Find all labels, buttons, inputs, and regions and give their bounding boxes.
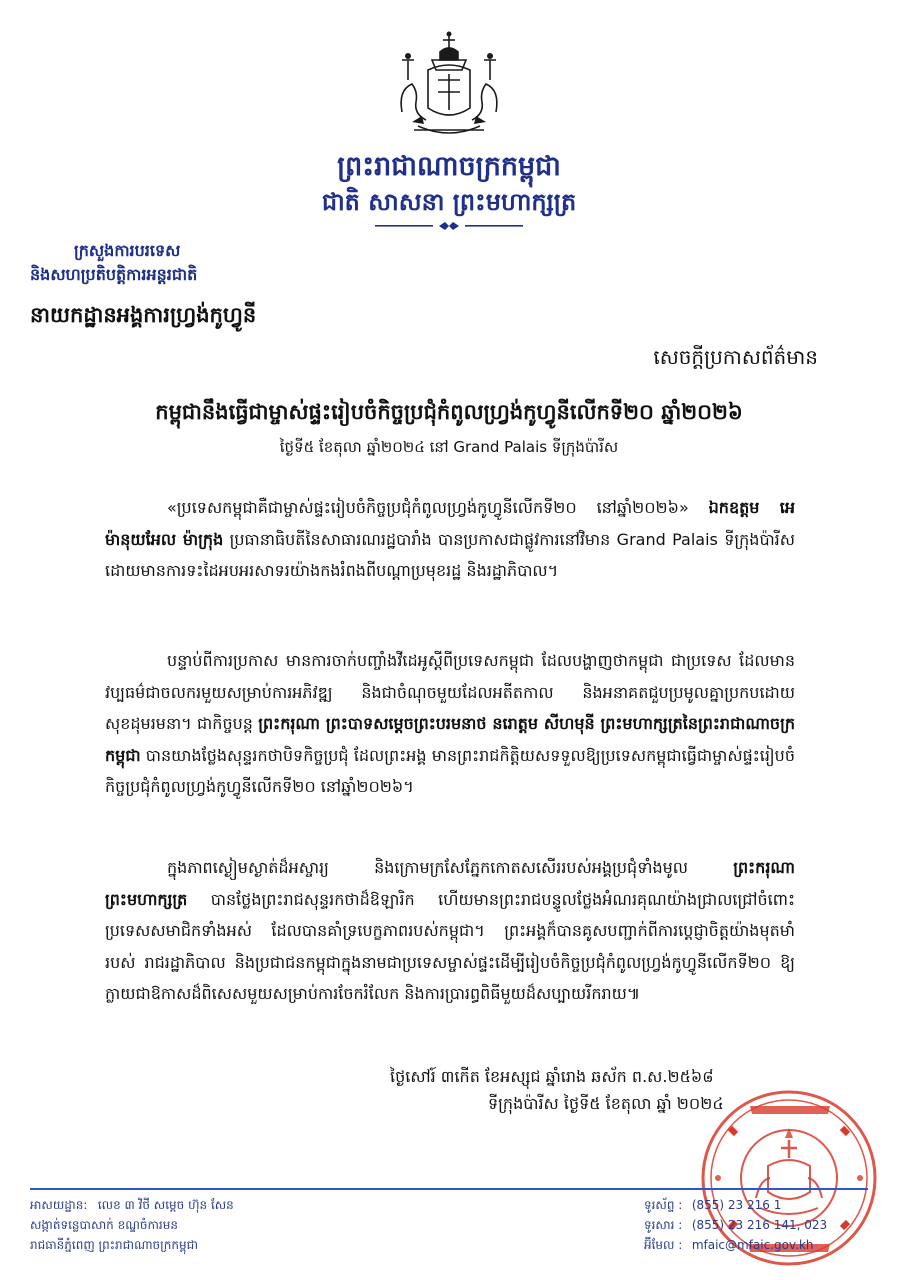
email-link[interactable]: mfaic@mfaic.gov.kh bbox=[691, 1238, 814, 1252]
address-line-1: លេខ ៣ វិថី សម្តេច ហ៊ុន សែន bbox=[97, 1198, 234, 1212]
ministry-name-line-2: និងសហប្រតិបត្តិការអន្តរជាតិ bbox=[30, 265, 198, 284]
kingdom-title: ព្រះរាជាណាចក្រកម្ពុជា bbox=[337, 151, 561, 182]
body-paragraph-2 bbox=[105, 645, 795, 803]
fax-label: ទូរសារ : bbox=[644, 1218, 683, 1232]
paragraph-1-quote: «ប្រទេសកម្ពុជាគឺជាម្ចាស់ផ្ទះរៀបចំកិច្ចប្រជុំកំពូលហ្វ្រង់កូហ្វូនីលើកទី២០ នៅឆ្នាំ២០២៦» bbox=[167, 498, 689, 517]
document-type: សេចក្តីប្រកាសព័ត៌មាន bbox=[653, 345, 818, 369]
paragraph-2-text-a: បន្ទាប់ពីការប្រកាស មានការចាក់បញ្ចាំងវីដេអូស្តីពីប្រទេសកម្ពុជា ដែលបង្ហាញថាកម្ពុជា ជាប្រទេស ដែលមានវប្បធម៌ជាចលករមួយសម្រាប់ការអភិវឌ្ឍ និងជាចំណុចមួយដែលអតីតកាល និងអនាគតជួបប្រមូលគ្នាប្រកបដោយសុខដុមរមនា។ ជាកិច្ចបន្ត bbox=[105, 651, 795, 733]
paragraph-1-text: ប្រធានាធិបតីនៃសាធារណរដ្ឋបារាំង បានប្រកាសជាផ្លូវការនៅវិមាន Grand Palais ទីក្រុងប៉ារីស ដោយមានការទះដៃអបអរសាទរយ៉ាងកងរំពងពីបណ្តាប្រមុខរដ្ឋ និងរដ្ឋាភិបាល។ bbox=[105, 529, 795, 580]
phone-label: ទូរស័ព្ទ : bbox=[644, 1198, 683, 1212]
body-paragraph-3 bbox=[105, 852, 795, 1010]
email-label: អ៊ីមែល : bbox=[644, 1238, 683, 1252]
paragraph-2-bold-name: ព្រះករុណា ព្រះបាទសម្តេចព្រះបរមនាថ នរោត្តម សីហមុនី ព្រះមហាក្សត្រនៃព្រះរាជាណាចក្រកម្ពុជា bbox=[105, 714, 795, 765]
press-release-dateline: ថ្ងៃទី៥ ខែតុលា ឆ្នាំ២០២៤ នៅ Grand Palais ទីក្រុងប៉ារីស bbox=[279, 438, 619, 456]
lunar-date: ថ្ងៃសៅរ៍ ៣កើត ខែអស្សុជ ឆ្នាំរោង ឆស័ក ព.ស.២៥៦៨ bbox=[390, 1067, 714, 1086]
address-line-2: សង្កាត់ទន្លេបាសាក់ ខណ្ឌចំការមន bbox=[30, 1218, 178, 1232]
solar-date-place: ទីក្រុងប៉ារីស ថ្ងៃទី៥ ខែតុលា ឆ្នាំ ២០២៤ bbox=[488, 1094, 724, 1113]
press-release-headline: កម្ពុជានឹងធ្វើជាម្ចាស់ផ្ទះរៀបចំកិច្ចប្រជុំកំពូលហ្វ្រង់កូហ្វូនីលើកទី២០ ឆ្នាំ២០២៦ bbox=[155, 399, 743, 424]
address-line-3: រាជធានីភ្នំពេញ ព្រះរាជាណាចក្រកម្ពុជា bbox=[30, 1238, 198, 1252]
phone-value: (855) 23 216 1 bbox=[691, 1198, 782, 1212]
ministry-name-line-1: ក្រសួងការបរទេស bbox=[74, 241, 181, 260]
paragraph-1-bold-name: ឯកឧត្តម អេម៉ានុយអែល ម៉ាក្រុង bbox=[105, 498, 795, 549]
paragraph-3-text-b: បានថ្លែងព្រះរាជសុន្ទរកថាដ៏ឱឡារិក ហើយមានព្រះរាជបន្ទូលថ្លែងអំណរគុណយ៉ាងជ្រាលជ្រៅចំពោះប្រទេសសមាជិកទាំងអស់ ដែលបានគាំទ្របេក្ខភាពរបស់កម្ពុជា។ ព្រះអង្គក៏បានគូសបញ្ជាក់ពីការប្តេជ្ញាចិត្តយ៉ាងមុតមាំរបស់ រាជរដ្ឋាភិបាល និងប្រជាជនកម្ពុជាក្នុងនាមជាប្រទេសម្ចាស់ផ្ទះដើម្បីរៀបចំកិច្ចប្រជុំកំពូលហ្វ្រង់កូហ្វូនីលើកទី២០ ឱ្យក្លាយជាឱកាសដ៏ពិសេសមួយសម្រាប់ការចែករំលែក និងការប្រារព្ធពិធីមួយដ៏សប្បាយរីករាយ៕ bbox=[105, 889, 795, 1003]
ornament-divider bbox=[375, 221, 523, 231]
paragraph-3-bold-name: ព្រះករុណា ព្រះមហាក្សត្រ bbox=[105, 858, 795, 909]
kingdom-motto: ជាតិ សាសនា ព្រះមហាក្សត្រ bbox=[321, 187, 577, 216]
footer-divider bbox=[30, 1188, 868, 1190]
address-label: អាសយដ្ឋាន: bbox=[30, 1198, 88, 1212]
paragraph-3-text-a: ក្នុងភាពស្ងៀមស្ងាត់ដ៏អស្ចារ្យ និងក្រោមក្រសែភ្នែកកោតសសើររបស់អង្គប្រជុំទាំងមូល bbox=[167, 858, 734, 877]
footer-contacts bbox=[644, 1195, 827, 1255]
body-paragraph-1 bbox=[105, 492, 795, 587]
department-name: នាយកដ្ឋានអង្គការហ្វ្រង់កូហ្វូនី bbox=[30, 302, 257, 327]
footer-address bbox=[30, 1195, 234, 1255]
paragraph-2-text-b: បានយាងថ្លែងសុន្ទរកថាបិទកិច្ចប្រជុំ ដែលព្រះអង្គ មានព្រះរាជកិត្តិយសទទួលឱ្យប្រទេសកម្ពុជាធ្វើជាម្ចាស់ផ្ទះរៀបចំកិច្ចប្រជុំកំពូលហ្វ្រង់កូហ្វូនីលើកទី២០ នៅឆ្នាំ២០២៦។ bbox=[105, 745, 795, 796]
fax-value: (855) 23 216 141, 023 bbox=[691, 1218, 828, 1232]
royal-coat-of-arms-emblem bbox=[388, 30, 510, 142]
